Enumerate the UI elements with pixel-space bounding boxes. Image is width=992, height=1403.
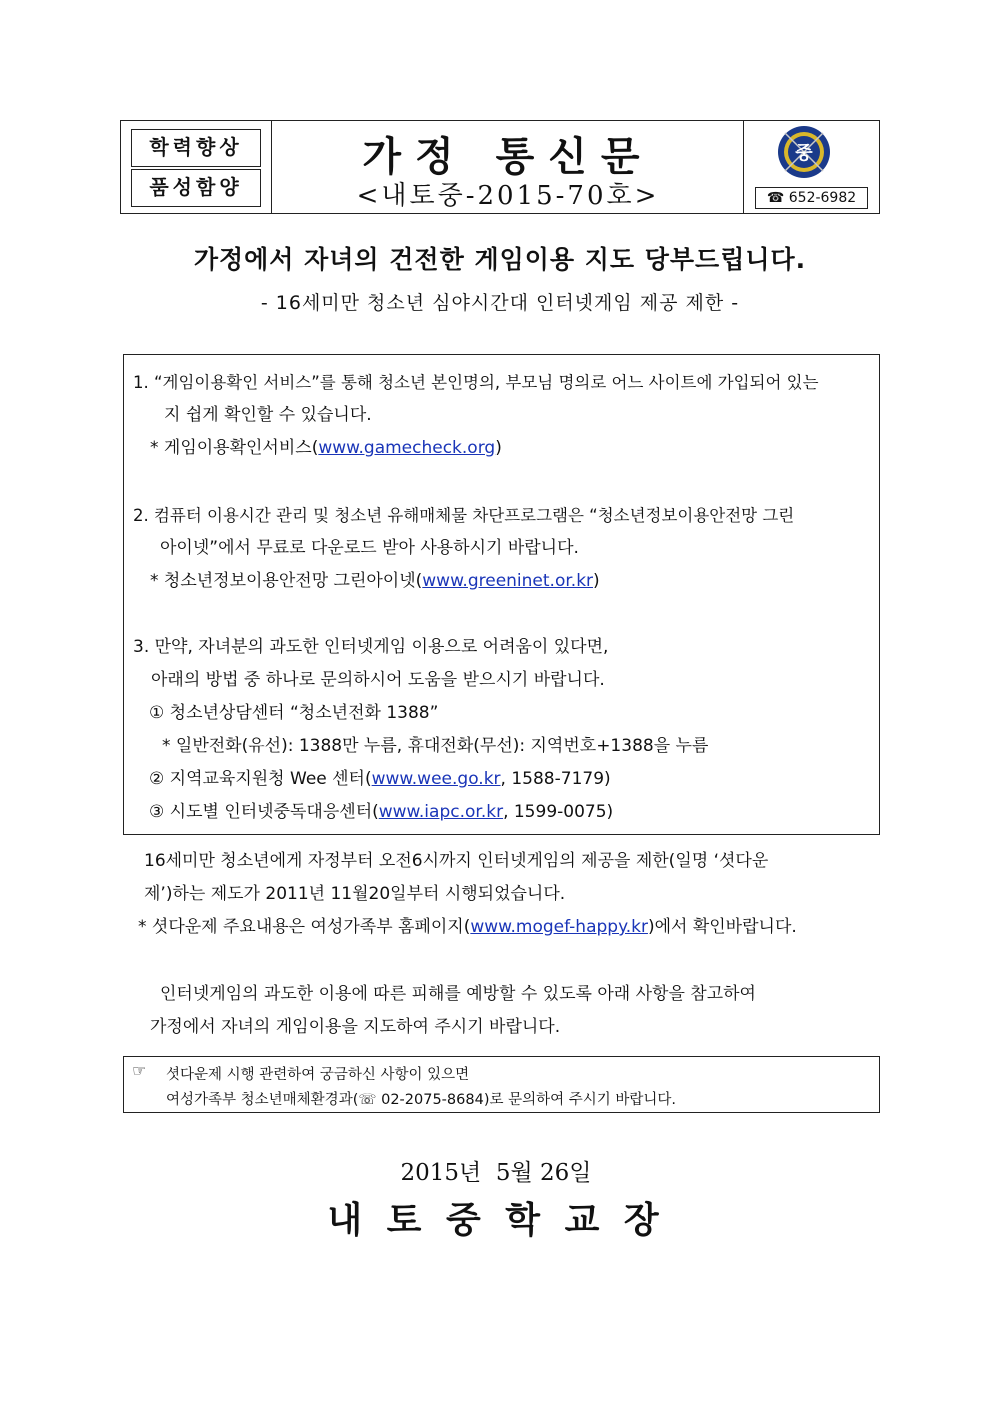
body-paragraph-1: 16세미만 청소년에게 자정부터 오전6시까지 인터넷게임의 제공을 제한(일명 ‘셧다운 [144,851,769,871]
info-item-1-cont: 지 쉽게 확인할 수 있습니다. [164,405,372,425]
body-paragraph-1-cont: 제’)하는 제도가 2011년 11월20일부터 시행되었습니다. [144,884,566,904]
wee-link[interactable]: www.wee.go.kr [371,769,501,789]
mogef-link[interactable]: www.mogef-happy.kr [470,917,648,937]
page-title: 가정 통신문 [362,133,654,180]
info-item-2-note: * 청소년정보이용안전망 그린아이넷(www.greeninet.or.kr) [150,571,600,591]
divider [743,121,744,213]
contact-line-2: 여성가족부 청소년매체환경과(☏ 02-2075-8684)로 문의하여 주시기 바랍니다. [166,1092,676,1108]
option-1-note: * 일반전화(유선): 1388만 누름, 휴대전화(무선): 지역번호+1388을 누름 [162,736,709,756]
iapc-link[interactable]: www.iapc.or.kr [378,802,504,822]
gamecheck-link[interactable]: www.gamecheck.org [318,438,496,458]
motto-academic: 학력향상 [131,129,261,167]
issue-date: 2015년 5월 26일 [400,1160,592,1186]
contact-box [123,1056,880,1113]
body-note: * 셧다운제 주요내용은 여성가족부 홈페이지(www.mogef-happy.kr)에서 확인바랍니다. [138,917,797,937]
option-2: ② 지역교육지원청 Wee 센터(www.wee.go.kr, 1588-7179) [149,769,611,789]
phone-box [755,187,868,209]
greeninet-link[interactable]: www.greeninet.or.kr [422,571,594,591]
signature-principal: 내 토 중 학 교 장 [327,1199,665,1241]
option-1: ① 청소년상담센터 “청소년전화 1388” [149,703,439,723]
subheadline: - 16세미만 청소년 심야시간대 인터넷게임 제공 제한 - [260,292,740,314]
info-item-3: 3. 만약, 자녀분의 과도한 인터넷게임 이용으로 어려움이 있다면, [133,637,609,657]
info-item-1-note: * 게임이용확인서비스(www.gamecheck.org) [150,438,502,458]
info-item-2-cont: 아이넷”에서 무료로 다운로드 받아 사용하시기 바랍니다. [160,538,579,558]
info-item-1: 1. “게임이용확인 서비스”를 통해 청소년 본인명의, 부모님 명의로 어느 사이트에 가입되어 있는 [133,373,819,392]
info-item-3-cont: 아래의 방법 중 하나로 문의하시어 도움을 받으시기 바랍니다. [151,670,605,690]
body-paragraph-2: 인터넷게임의 과도한 이용에 따른 피해를 예방할 수 있도록 아래 사항을 참고하여 [160,984,756,1004]
motto-character: 품성함양 [131,169,261,207]
issue-number: <내토중-2015-70호> [356,181,660,211]
info-item-2: 2. 컴퓨터 이용시간 관리 및 청소년 유해매체물 차단프로그램은 “청소년정보이용안전망 그린 [133,506,795,525]
option-3: ③ 시도별 인터넷중독대응센터(www.iapc.or.kr, 1599-0075) [149,802,614,822]
info-box [123,354,880,835]
header-table [120,120,880,214]
pointing-hand-icon: ☞ [132,1061,147,1080]
divider [271,121,272,213]
phone-number: 652-6982 [788,190,857,206]
logo-emblem-text: 중 [795,143,813,164]
headline: 가정에서 자녀의 건전한 게임이용 지도 당부드립니다. [193,245,807,274]
contact-line-1: 셧다운제 시행 관련하여 궁금하신 사항이 있으면 [166,1067,470,1083]
telephone-icon: ☎ [766,190,785,206]
school-logo [777,125,831,179]
body-paragraph-2-cont: 가정에서 자녀의 게임이용을 지도하여 주시기 바랍니다. [150,1017,561,1037]
